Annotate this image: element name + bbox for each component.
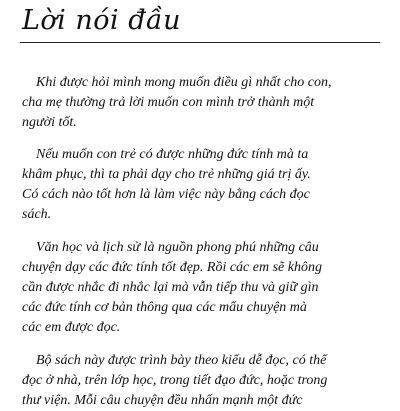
- text-line: Có cách nào tốt hơn là làm việc này bằng cách đọc: [22, 187, 310, 202]
- paragraph-3: [22, 238, 372, 338]
- text-line: Bộ sách này được trình bày theo kiểu dễ đọc, có thể: [36, 353, 327, 368]
- paragraph-1: [22, 73, 372, 133]
- text-line: người tốt.: [22, 115, 77, 130]
- text-line: Văn học và lịch sử là nguồn phong phú những câu: [36, 240, 319, 255]
- paragraph-spacer: [36, 338, 372, 351]
- body-text: [22, 73, 372, 411]
- text-line: thư viện. Mỗi câu chuyện đều nhấn mạnh một đức: [22, 393, 303, 408]
- paragraph-2: [22, 145, 372, 225]
- text-line: đọc ở nhà, trên lớp học, trong tiết đạo đức, hoặc trong: [22, 373, 328, 388]
- text-line: các đức tính cơ bản thông qua các mẩu chuyện mà: [22, 300, 307, 315]
- text-line: cha mẹ thường trả lời muốn con mình trở thành một: [22, 95, 315, 110]
- title-divider: [20, 42, 380, 43]
- paragraph-spacer: [36, 225, 372, 238]
- text-line: cần được nhắc đi nhắc lại mà vẫn tiếp thu và giữ gìn: [22, 280, 319, 295]
- text-line: Nếu muốn con trẻ có được những đức tính mà ta: [36, 147, 309, 162]
- text-line: khâm phục, thì ta phải dạy cho trẻ những giá trị ấy.: [22, 167, 311, 182]
- page-title: Lời nói đầu: [22, 5, 181, 36]
- text-line: Khi được hỏi mình mong muốn điều gì nhất cho con,: [36, 75, 332, 90]
- paragraph-4: [22, 351, 372, 411]
- text-line: các em được đọc.: [22, 320, 121, 335]
- text-line: sách.: [22, 207, 52, 222]
- paragraph-spacer: [36, 133, 372, 145]
- text-line: chuyện dạy các đức tính tốt đẹp. Rồi các em sẽ không: [22, 260, 322, 275]
